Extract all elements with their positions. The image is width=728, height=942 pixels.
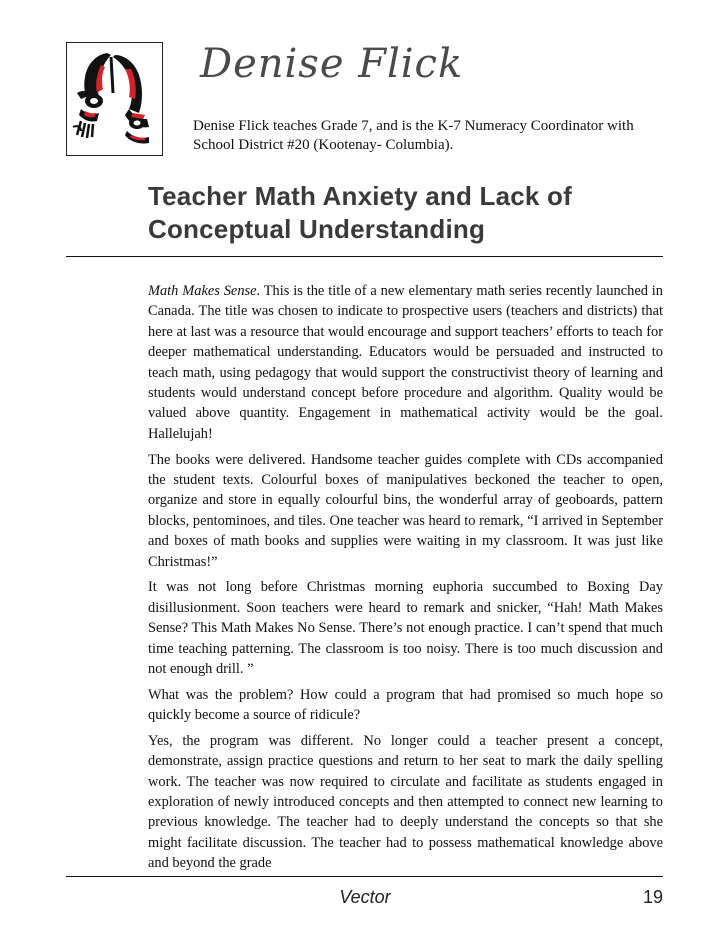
publication-name: Vector: [339, 887, 391, 907]
author-logo: [66, 42, 163, 156]
paragraph-1: [148, 281, 663, 444]
paragraph-3: It was not long before Christmas morning euphoria succumbed to Boxing Day disillusionment. Soon teachers were heard to remark and snicker, “Hah! Math Makes Sense? This Math Makes No Sense. There’s not enough practice. I can’t spend that much time teaching patterning. The classroom is too noisy. There is too much discussion and not enough drill. ”: [148, 579, 663, 677]
series-title: Math Makes Sense: [148, 283, 257, 299]
paragraph-1-text: . This is the title of a new elementary math series recently launched in Canada. The title was chosen to indicate to prospective users (teachers and districts) that here at last was a resource that would encourage and support teachers’ efforts to teach for deeper mathematical understanding. Educators would be persuaded and instructed to teach math, using pedagogy that would support the constructivist theory of learning and students would understand concept before procedure and algorithm. Quality would be valued above quantity. Engagement in mathematical activity would be the goal. Hallelujah!: [148, 283, 663, 442]
author-name: Denise Flick: [200, 41, 464, 87]
formline-art-icon: [67, 43, 162, 155]
paragraph-5: Yes, the program was different. No longer could a teacher present a concept, demonstrate, assign practice questions and return to her seat to mark the daily spelling work. The teacher was now required to circulate and facilitate as students engaged in exploration of newly introduced concepts and then attempted to connect new learning to previous knowledge. The teacher had to deeply understand the concepts so that she might facilitate discussion. The teacher had to possess mathematical knowledge above and beyond the grade: [148, 732, 663, 872]
article-body: [148, 281, 663, 879]
article-title: Teacher Math Anxiety and Lack of Conceptual Understanding: [148, 181, 572, 244]
page-number: 19: [642, 887, 663, 907]
footer-divider: [66, 876, 663, 877]
title-divider: [66, 256, 663, 257]
paragraph-2: The books were delivered. Handsome teacher guides complete with CDs accompanied the student texts. Colourful boxes of manipulatives beckoned the teacher to open, organize and store in equally colourful bins, the wonderful array of geoboards, pattern blocks, pentominoes, and tiles. One teacher was heard to remark, “I arrived in September and boxes of math books and supplies were waiting in my classroom. It was just like Christmas!”: [148, 451, 663, 570]
author-bio: Denise Flick teaches Grade 7, and is the K-7 Numeracy Coordinator with School District #20 (Kootenay- Columbia).: [193, 118, 634, 153]
paragraph-4: What was the problem? How could a program that had promised so much hope so quickly become a source of ridicule?: [148, 686, 663, 724]
